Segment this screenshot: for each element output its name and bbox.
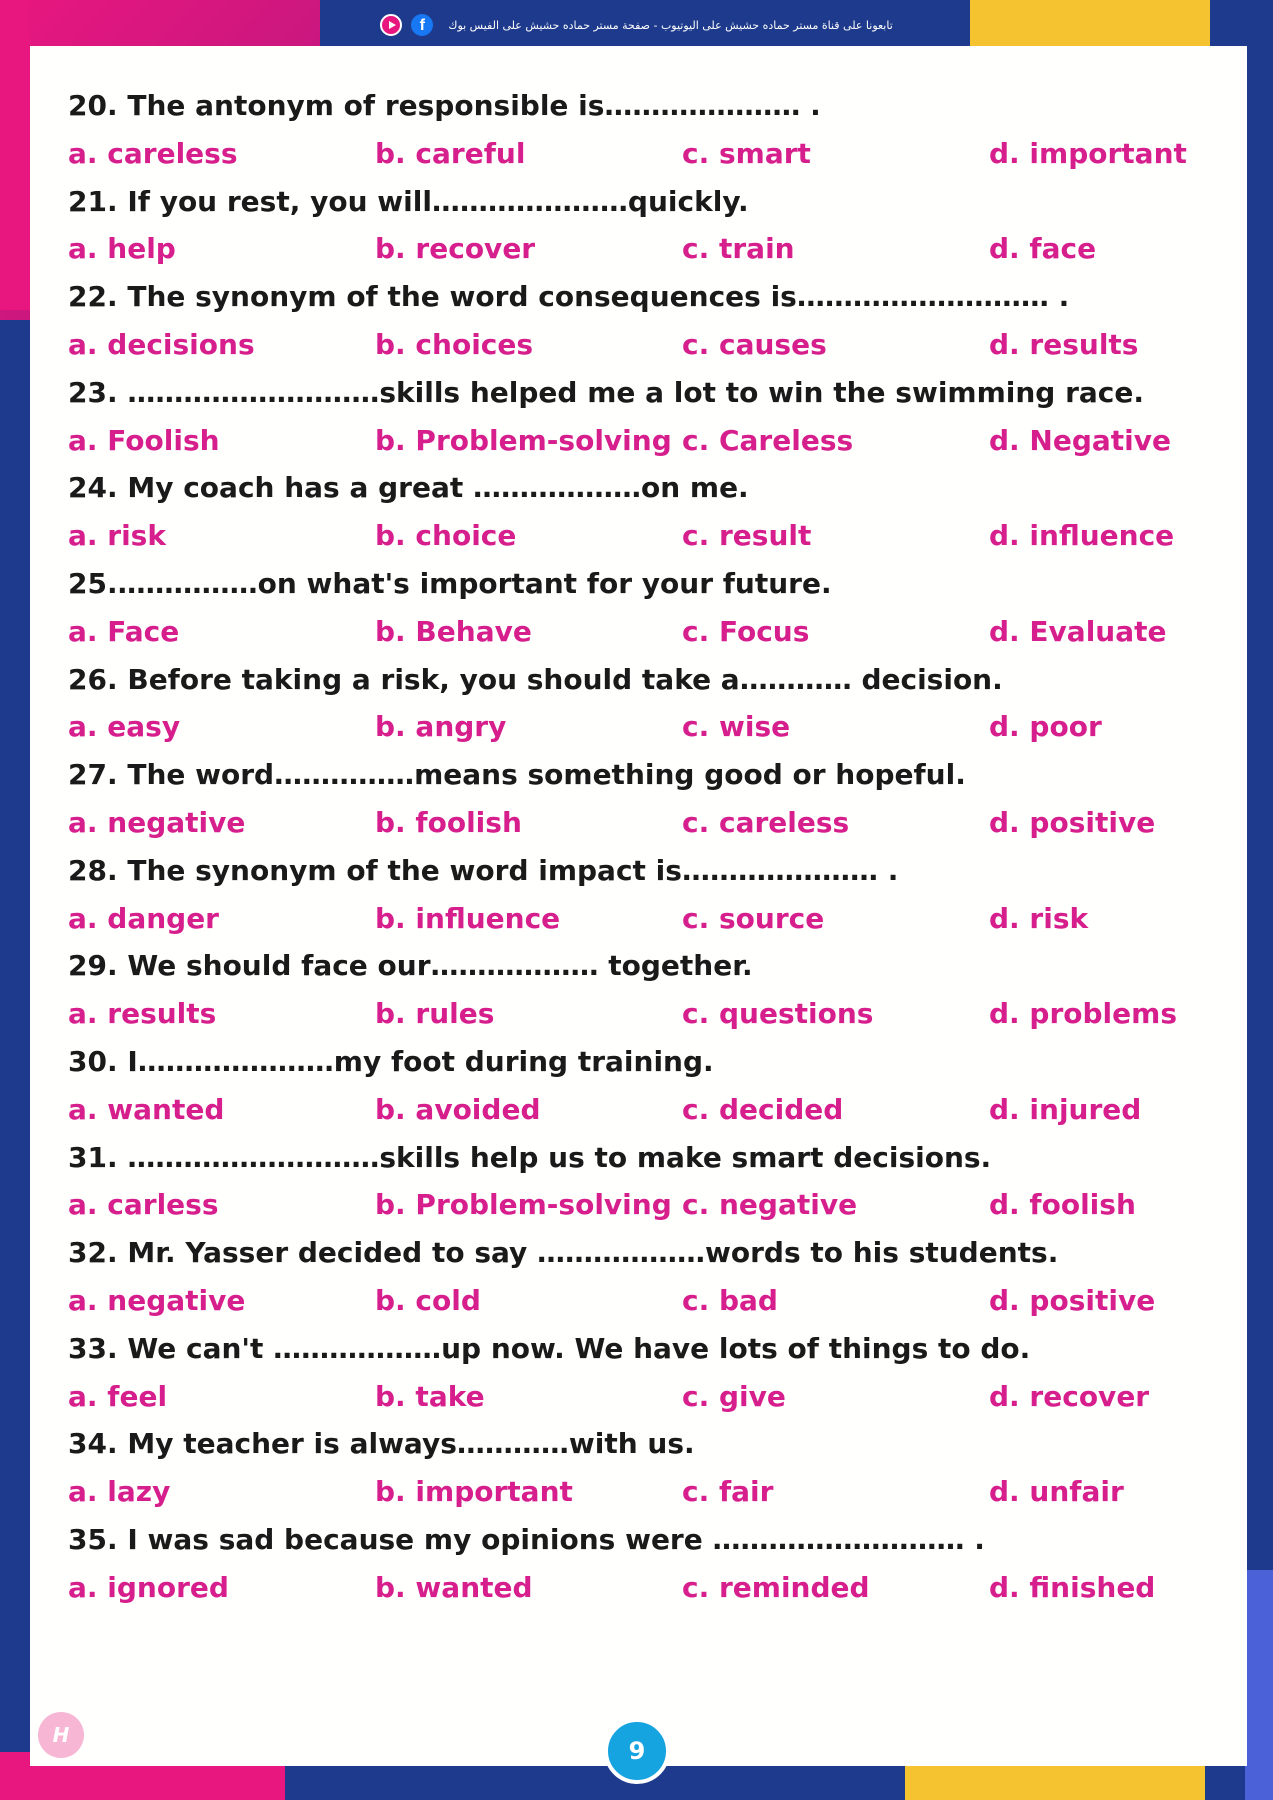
question-text: 27. The word……………means something good or hopeful. [68, 758, 966, 792]
options-row [68, 1564, 1208, 1612]
option-c[interactable]: c. fair [682, 1475, 774, 1509]
question-text: 22. The synonym of the word consequences is……………………… . [68, 280, 1070, 314]
option-a[interactable]: a. risk [68, 519, 166, 553]
option-a[interactable]: a. easy [68, 710, 181, 744]
option-d[interactable]: d. influence [989, 519, 1175, 553]
option-b[interactable]: b. recover [375, 232, 536, 266]
header-text: تابعونا على قناة مستر حماده حشيش على اليوتيوب - صفحة مستر حماده حشيش على الفيس بوك [448, 18, 893, 32]
option-b[interactable]: b. Behave [375, 614, 532, 648]
bottom-decoration-yellow [905, 1760, 1205, 1800]
option-c[interactable]: c. Careless [682, 423, 854, 457]
options-row [68, 1086, 1208, 1134]
options-row [68, 321, 1208, 369]
option-b[interactable]: b. careful [375, 136, 526, 170]
option-a[interactable]: a. results [68, 997, 217, 1031]
option-a[interactable]: a. lazy [68, 1475, 171, 1509]
option-a[interactable]: a. wanted [68, 1092, 225, 1126]
option-b[interactable]: b. Problem-solving [375, 1188, 672, 1222]
options-row [68, 1277, 1208, 1325]
option-b[interactable]: b. Problem-solving [375, 423, 672, 457]
option-d[interactable]: d. injured [989, 1092, 1142, 1126]
question-text: 21. If you rest, you will…………………quickly. [68, 184, 749, 218]
question-list [68, 82, 1208, 1612]
options-row [68, 1468, 1208, 1516]
option-d[interactable]: d. results [989, 327, 1139, 361]
option-c[interactable]: c. smart [682, 136, 811, 170]
option-c[interactable]: c. causes [682, 327, 827, 361]
option-d[interactable]: d. problems [989, 997, 1177, 1031]
question-text: 30. I…………………my foot during training. [68, 1044, 714, 1078]
option-b[interactable]: b. foolish [375, 805, 522, 839]
options-row [68, 225, 1208, 273]
facebook-icon[interactable]: f [411, 14, 433, 36]
option-b[interactable]: b. angry [375, 710, 507, 744]
question-text: 34. My teacher is always…………with us. [68, 1427, 695, 1461]
option-d[interactable]: d. recover [989, 1379, 1150, 1413]
question-text: 28. The synonym of the word impact is………………… . [68, 853, 899, 887]
option-a[interactable]: a. carless [68, 1188, 219, 1222]
option-b[interactable]: b. choice [375, 519, 517, 553]
option-d[interactable]: d. finished [989, 1570, 1156, 1604]
option-b[interactable]: b. cold [375, 1283, 481, 1317]
question-text: 35. I was sad because my opinions were ……………………… . [68, 1522, 985, 1556]
option-c[interactable]: c. reminded [682, 1570, 870, 1604]
options-row [68, 799, 1208, 847]
option-d[interactable]: d. foolish [989, 1188, 1136, 1222]
page-number-badge: 9 [604, 1718, 670, 1784]
options-row [68, 130, 1208, 178]
option-b[interactable]: b. influence [375, 901, 561, 935]
option-b[interactable]: b. avoided [375, 1092, 541, 1126]
option-c[interactable]: c. give [682, 1379, 786, 1413]
option-a[interactable]: a. help [68, 232, 176, 266]
options-row [68, 703, 1208, 751]
options-row [68, 990, 1208, 1038]
option-a[interactable]: a. ignored [68, 1570, 229, 1604]
option-a[interactable]: a. negative [68, 1283, 246, 1317]
question-text: 33. We can't ………………up now. We have lots of things to do. [68, 1331, 1031, 1365]
option-a[interactable]: a. Foolish [68, 423, 220, 457]
question-text: 29. We should face our……………… together. [68, 949, 753, 983]
youtube-icon[interactable] [380, 14, 402, 36]
option-d[interactable]: d. positive [989, 1283, 1156, 1317]
option-a[interactable]: a. feel [68, 1379, 168, 1413]
question-text: 24. My coach has a great ………………on me. [68, 471, 749, 505]
option-b[interactable]: b. important [375, 1475, 573, 1509]
option-b[interactable]: b. rules [375, 997, 495, 1031]
side-decoration-blue [1245, 1570, 1273, 1800]
option-c[interactable]: c. source [682, 901, 825, 935]
option-d[interactable]: d. unfair [989, 1475, 1124, 1509]
options-row [68, 512, 1208, 560]
option-d[interactable]: d. face [989, 232, 1097, 266]
option-a[interactable]: a. danger [68, 901, 219, 935]
option-a[interactable]: a. decisions [68, 327, 255, 361]
option-c[interactable]: c. train [682, 232, 795, 266]
question-text: 32. Mr. Yasser decided to say ………………words to his students. [68, 1236, 1059, 1270]
options-row [68, 417, 1208, 465]
option-b[interactable]: b. take [375, 1379, 485, 1413]
header [0, 14, 1273, 38]
question-text: 25.……………on what's important for your future. [68, 566, 832, 600]
option-c[interactable]: c. wise [682, 710, 791, 744]
question-text: 20. The antonym of responsible is………………… . [68, 89, 821, 122]
option-a[interactable]: a. negative [68, 805, 246, 839]
option-d[interactable]: d. positive [989, 805, 1156, 839]
option-a[interactable]: a. careless [68, 136, 238, 170]
options-row [68, 608, 1208, 656]
option-c[interactable]: c. Focus [682, 614, 810, 648]
option-c[interactable]: c. decided [682, 1092, 844, 1126]
option-c[interactable]: c. careless [682, 805, 850, 839]
option-c[interactable]: c. questions [682, 997, 874, 1031]
options-row [68, 1373, 1208, 1421]
question-text: 31. ………………………skills help us to make smart decisions. [68, 1140, 992, 1174]
option-b[interactable]: b. wanted [375, 1570, 533, 1604]
option-d[interactable]: d. Evaluate [989, 614, 1167, 648]
question-text: 23. ………………………skills helped me a lot to win the swimming race. [68, 375, 1145, 409]
option-c[interactable]: c. bad [682, 1283, 778, 1317]
options-row [68, 1181, 1208, 1229]
option-b[interactable]: b. choices [375, 327, 534, 361]
side-decoration-pink [0, 0, 30, 310]
option-d[interactable]: d. important [989, 136, 1187, 170]
option-c[interactable]: c. result [682, 519, 812, 553]
option-a[interactable]: a. Face [68, 614, 180, 648]
option-d[interactable]: d. Negative [989, 423, 1172, 457]
option-d[interactable]: d. risk [989, 901, 1089, 935]
option-c[interactable]: c. negative [682, 1188, 858, 1222]
options-row [68, 895, 1208, 943]
question-text: 26. Before taking a risk, you should take a………… decision. [68, 662, 1003, 696]
option-d[interactable]: d. poor [989, 710, 1102, 744]
brand-logo: H [38, 1712, 84, 1758]
